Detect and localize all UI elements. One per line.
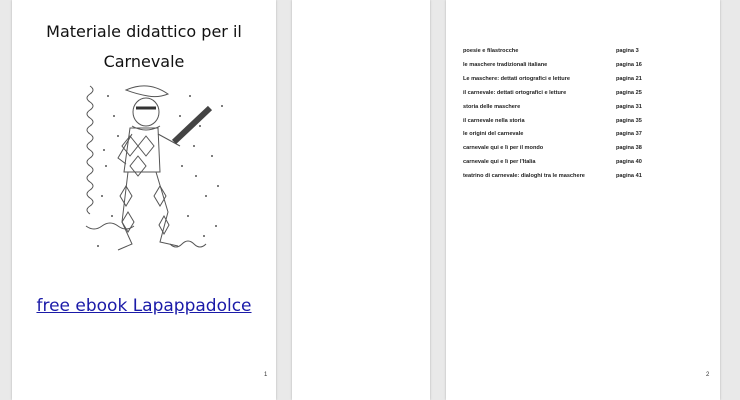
blank-page [292,0,430,400]
toc-entry-title: storia delle maschere [463,103,521,110]
toc-entry[interactable] [463,159,703,169]
toc-entry[interactable] [463,76,703,86]
toc-entry-title: poesie e filastrocche [463,48,519,54]
toc-entry[interactable] [463,90,703,100]
toc-entry-title: il carnevale: dettati ortografici e letture [463,89,567,96]
cover-title-line-1: Materiale didattico per il [46,22,242,41]
toc-entry[interactable] [463,145,703,155]
toc-entry[interactable] [463,118,703,128]
cover-page [12,0,276,400]
toc-entry-title: Le maschere: dettati ortografici e letture [463,75,570,82]
page-number: 1 [264,372,268,378]
toc-entry-page: pagina 3 [616,48,639,54]
harlequin-illustration [78,76,228,262]
toc-entry-page: pagina 35 [616,117,642,124]
toc-entry-page: pagina 31 [616,103,642,110]
toc-entry-title: le maschere tradizionali italiane [463,61,548,68]
toc-entry[interactable] [463,131,703,141]
toc-entry-page: pagina 21 [616,75,642,82]
toc-entry-page: pagina 37 [616,131,642,138]
toc-entry[interactable] [463,104,703,114]
toc-entry[interactable] [463,173,703,183]
toc-entry-page: pagina 41 [616,173,642,180]
toc-entry-page: pagina 38 [616,145,642,152]
toc-entry[interactable] [463,48,703,58]
cover-title-line-2: Carnevale [103,52,185,71]
toc-entry-title: carnevale qui e lì per il mondo [463,145,544,152]
toc-entry-title: teatrino di carnevale: dialoghi tra le maschere [463,173,585,180]
toc-page [446,0,720,400]
toc-entry-title: il carnevale nella storia [463,117,525,124]
toc-entry-title: le origini del carnevale [463,131,524,138]
toc-entry[interactable] [463,62,703,72]
toc-entry-page: pagina 16 [616,61,642,68]
toc-entry-page: pagina 25 [616,89,642,96]
toc-entry-page: pagina 40 [616,159,642,166]
toc-entry-title: carnevale qui e lì per l'Italia [463,159,536,166]
page-number: 2 [706,372,710,378]
ebook-link[interactable]: free ebook Lapappadolce [36,296,252,316]
